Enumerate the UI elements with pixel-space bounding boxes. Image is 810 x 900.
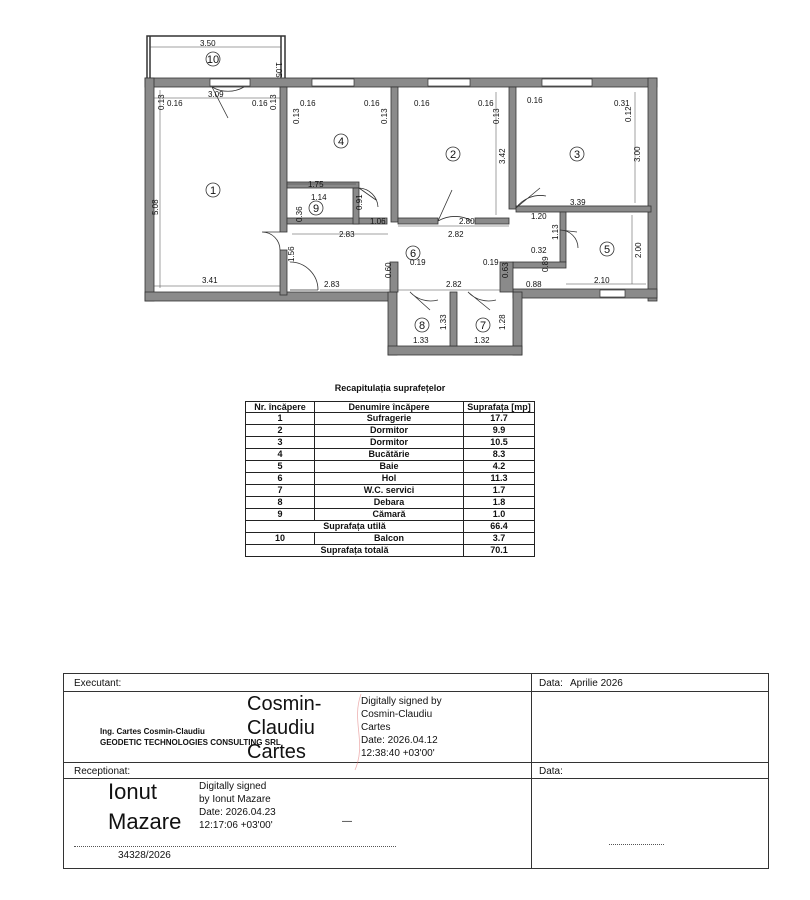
dim-label: 0.16 [478,99,494,108]
signature-dash: — [342,816,352,827]
cell-name: Bucătărie [315,449,464,461]
cell-nr: 10 [246,533,315,545]
dim-label: 0.60 [384,262,393,278]
cell-area: 11.3 [464,473,535,485]
dim-label: 0.16 [167,99,183,108]
executant-label: Executant: [74,678,122,689]
dim-label: 3.50 [200,39,216,48]
table-header-row [246,402,535,413]
cell-name: Hol [315,473,464,485]
room-number-6: 6 [409,248,417,260]
table-row [246,425,535,437]
cell-area: 1.0 [464,509,535,521]
date-label: Data: [539,678,563,689]
room-number-5: 5 [603,244,611,256]
engineer-name: Ing. Cartes Cosmin-Claudiu [100,727,205,736]
table-row [246,485,535,497]
cell-nr: 7 [246,485,315,497]
cell-nr: 5 [246,461,315,473]
divider [64,762,768,763]
divider [64,691,768,692]
dim-label: 1.20 [531,212,547,221]
dim-label: 0.36 [295,206,304,222]
dim-label: 0.32 [531,246,547,255]
cell-area: 8.3 [464,449,535,461]
dim-label: 2.83 [324,280,340,289]
dim-label: 1.06 [370,217,386,226]
signature-block [63,673,769,869]
floor-plan [0,0,810,370]
cell-nr: 1 [246,413,315,425]
dim-label: 1.75 [308,180,324,189]
cell-nr: 3 [246,437,315,449]
dim-label: 2.00 [634,242,643,258]
cell-name: Sufragerie [315,413,464,425]
dim-label: 0.13 [157,94,166,110]
plan-walls [145,78,657,355]
dim-label: 0.12 [624,106,633,122]
dotted-line [609,844,664,845]
dim-label: 0.13 [380,108,389,124]
cell-area: 4.2 [464,461,535,473]
total-area-value: 70.1 [464,545,535,557]
col-header-nr: Nr. încăpere [246,402,315,413]
divider [531,674,532,868]
dim-label: 2.82 [448,230,464,239]
cell-name: Cămară [315,509,464,521]
cell-name: Dormitor [315,425,464,437]
dim-label: 2.82 [446,280,462,289]
useful-area-value: 66.4 [464,521,535,533]
cell-name: Dormitor [315,437,464,449]
dim-label: 2.10 [594,276,610,285]
table-row [246,461,535,473]
date-label-2: Data: [539,766,563,777]
dim-label: 0.91 [355,194,364,210]
receptionat-label: Receptionat: [74,766,131,777]
dim-label: 0.63 [501,262,510,278]
room-number-8: 8 [418,320,426,332]
table-row [246,497,535,509]
cell-area: 1.8 [464,497,535,509]
dim-label: 2.83 [339,230,355,239]
cell-area: 3.7 [464,533,535,545]
dim-label: 0.16 [527,96,543,105]
col-header-name: Denumire încăpere [315,402,464,413]
table-row [246,533,535,545]
date-value: Aprilie 2026 [570,678,623,689]
dim-label: 0.13 [269,94,278,110]
document-number: 34328/2026 [118,850,171,861]
room-number-10: 10 [206,54,220,66]
room-number-7: 7 [479,320,487,332]
room-number-3: 3 [573,149,581,161]
dotted-line [74,846,396,847]
cell-area: 10.5 [464,437,535,449]
cell-nr: 4 [246,449,315,461]
dim-label: 0.19 [483,258,499,267]
dim-label: 0.88 [526,280,542,289]
dim-label: 1.28 [498,314,507,330]
signature-name-1: Cosmin- Claudiu Cartes [247,693,322,763]
dim-label: 3.42 [498,148,507,164]
col-header-area: Suprafața [mp] [464,402,535,413]
cell-nr: 8 [246,497,315,509]
dim-label: 0.13 [292,108,301,124]
dim-label: 0.16 [252,99,268,108]
useful-area-label: Suprafața utilă [246,521,464,533]
recap-table [245,401,535,557]
dim-label: 1.56 [287,246,296,262]
recap-title: Recapitulația suprafețelor [334,383,446,393]
dim-label: 1.05 [274,62,283,78]
dim-label: 0.16 [414,99,430,108]
dim-label: 1.13 [551,224,560,240]
dim-label: 3.09 [208,90,224,99]
dim-label: 3.00 [633,146,642,162]
useful-area-row [246,521,535,533]
cell-area: 9.9 [464,425,535,437]
company-name: GEODETIC TECHNOLOGIES CONSULTING SRL [100,738,281,747]
room-number-2: 2 [449,149,457,161]
dim-label: 1.14 [311,193,327,202]
dim-label: 0.16 [300,99,316,108]
signature-name-2: Ionut Mazare [108,779,182,834]
digital-signature-text-2: Digitally signed by Ionut Mazare Date: 2026.04.23 12:17:06 +03'00' [199,781,276,831]
cell-name: Balcon [315,533,464,545]
dim-label: 3.41 [202,276,218,285]
table-row [246,473,535,485]
total-area-label: Suprafața totală [246,545,464,557]
cell-nr: 9 [246,509,315,521]
dim-label: 3.39 [570,198,586,207]
cell-area: 1.7 [464,485,535,497]
cell-name: Baie [315,461,464,473]
dim-label: 2.80 [459,217,475,226]
dim-label: 0.89 [541,256,550,272]
table-row [246,449,535,461]
digital-signature-text-1: Digitally signed by Cosmin-Claudiu Cartes Date: 2026.04.12 12:38:40 +03'00' [361,696,442,759]
dim-label: 0.16 [364,99,380,108]
total-area-row [246,545,535,557]
cell-nr: 6 [246,473,315,485]
table-row [246,509,535,521]
dim-label: 5.08 [151,199,160,215]
cell-name: Debara [315,497,464,509]
dim-label: 1.33 [413,336,429,345]
room-number-9: 9 [312,203,320,215]
cell-nr: 2 [246,425,315,437]
cell-area: 17.7 [464,413,535,425]
dim-label: 0.13 [492,108,501,124]
room-number-1: 1 [209,185,217,197]
table-row [246,437,535,449]
dim-label: 0.31 [614,99,630,108]
table-row [246,413,535,425]
cell-name: W.C. servici [315,485,464,497]
room-number-4: 4 [337,136,345,148]
dim-label: 0.19 [410,258,426,267]
dim-label: 1.32 [474,336,490,345]
dim-label: 1.33 [439,314,448,330]
